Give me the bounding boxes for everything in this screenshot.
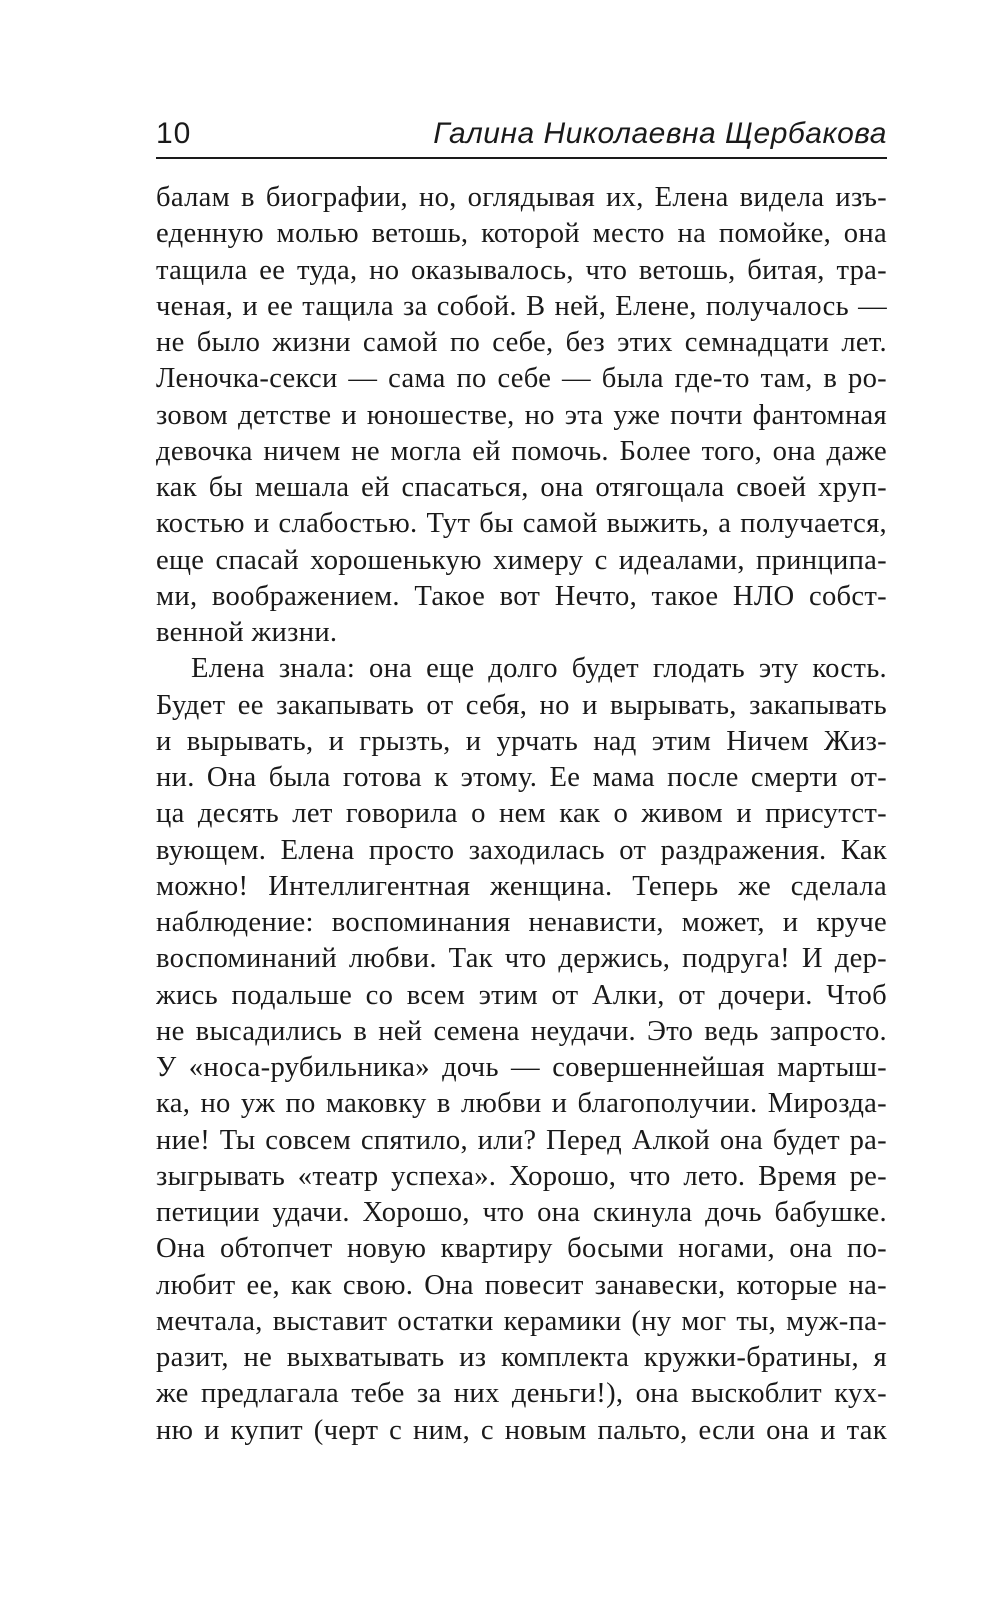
text-line: зовом детстве и юношестве, но эта уже почти фантомная: [156, 399, 887, 431]
text-line: тащила ее туда, но оказывалось, что ветошь, битая, тра-: [156, 254, 887, 286]
text-line: вующем. Елена просто заходилась от раздражения. Как: [156, 834, 887, 866]
text-line: воспоминаний любви. Так что держись, подруга! И дер-: [156, 943, 887, 975]
text-line: и вырывать, и грызть, и урчать над этим Ничем Жиз-: [156, 725, 887, 757]
text-line: же предлагала тебе за них деньги!), она выскоблит кух-: [156, 1378, 887, 1410]
text-line: любит ее, как свою. Она повесит занавески, которые на-: [156, 1269, 887, 1301]
text-line: не высадились в ней семена неудачи. Это ведь запросто.: [156, 1015, 887, 1047]
text-line: Она обтопчет новую квартиру босыми ногами, она по-: [156, 1233, 887, 1265]
text-line: ние! Ты совсем спятило, или? Перед Алкой она будет ра-: [156, 1124, 887, 1156]
text-line: не было жизни самой по себе, без этих семнадцати лет.: [156, 327, 887, 358]
page-number: 10: [156, 117, 192, 150]
text-line: балам в биографии, но, оглядывая их, Елена видела изъ-: [156, 182, 887, 213]
text-line: ми, воображением. Такое вот Нечто, такое НЛО собст-: [156, 580, 887, 612]
running-header: [156, 114, 887, 160]
text-line: ченая, и ее тащила за собой. В ней, Елене, получалось —: [156, 290, 887, 322]
text-line: разит, не выхватывать из комплекта кружки-братины, я: [156, 1342, 887, 1373]
text-line: Леночка-секси — сама по себе — была где-то там, в ро-: [156, 363, 887, 395]
text-line: жись подальше со всем этим от Алки, от дочери. Чтоб: [156, 979, 887, 1011]
text-line: еще спасай хорошенькую химеру с идеалами, принципа-: [156, 544, 887, 576]
text-line: еденную молью ветошь, которой место на помойке, она: [156, 218, 887, 250]
text-line: зыгрывать «театр успеха». Хорошо, что лето. Время ре-: [156, 1160, 887, 1192]
paragraph-1: [156, 180, 887, 651]
text-line: ню и купит (черт с ним, с новым пальто, если она и так: [156, 1414, 887, 1446]
text-line: ка, но уж по маковку в любви и благополучии. Мирозда-: [156, 1088, 887, 1120]
text-line: ни. Она была готова к этому. Ее мама после смерти от-: [156, 762, 887, 793]
text-line: венной жизни.: [156, 617, 338, 648]
author-name: Галина Николаевна Щербакова: [433, 117, 887, 150]
text-line: костью и слабостью. Тут бы самой выжить, а получается,: [156, 508, 887, 540]
text-line: У «носа-рубильника» дочь — совершеннейшая мартыш-: [156, 1052, 887, 1083]
text-line: Будет ее закапывать от себя, но и вырывать, закапывать: [156, 689, 887, 721]
text-line: мечтала, выставит остатки керамики (ну мог ты, муж-па-: [156, 1305, 887, 1337]
text-line: петиции удачи. Хорошо, что она скинула дочь бабушке.: [156, 1197, 887, 1228]
text-line: наблюдение: воспоминания ненависти, может, и круче: [156, 907, 887, 938]
header-rule: [156, 157, 887, 159]
text-line: Елена знала: она еще долго будет глодать эту кость.: [191, 653, 887, 685]
text-line: девочка ничем не могла ей помочь. Более того, она даже: [156, 435, 887, 467]
text-line: как бы мешала ей спасаться, она отягощала своей хруп-: [156, 472, 887, 503]
body-text: [156, 180, 887, 1449]
text-line: ца десять лет говорила о нем как о живом и присутст-: [156, 798, 887, 830]
paragraph-2: [156, 651, 887, 1449]
text-line: можно! Интеллигентная женщина. Теперь же сделала: [156, 870, 887, 902]
